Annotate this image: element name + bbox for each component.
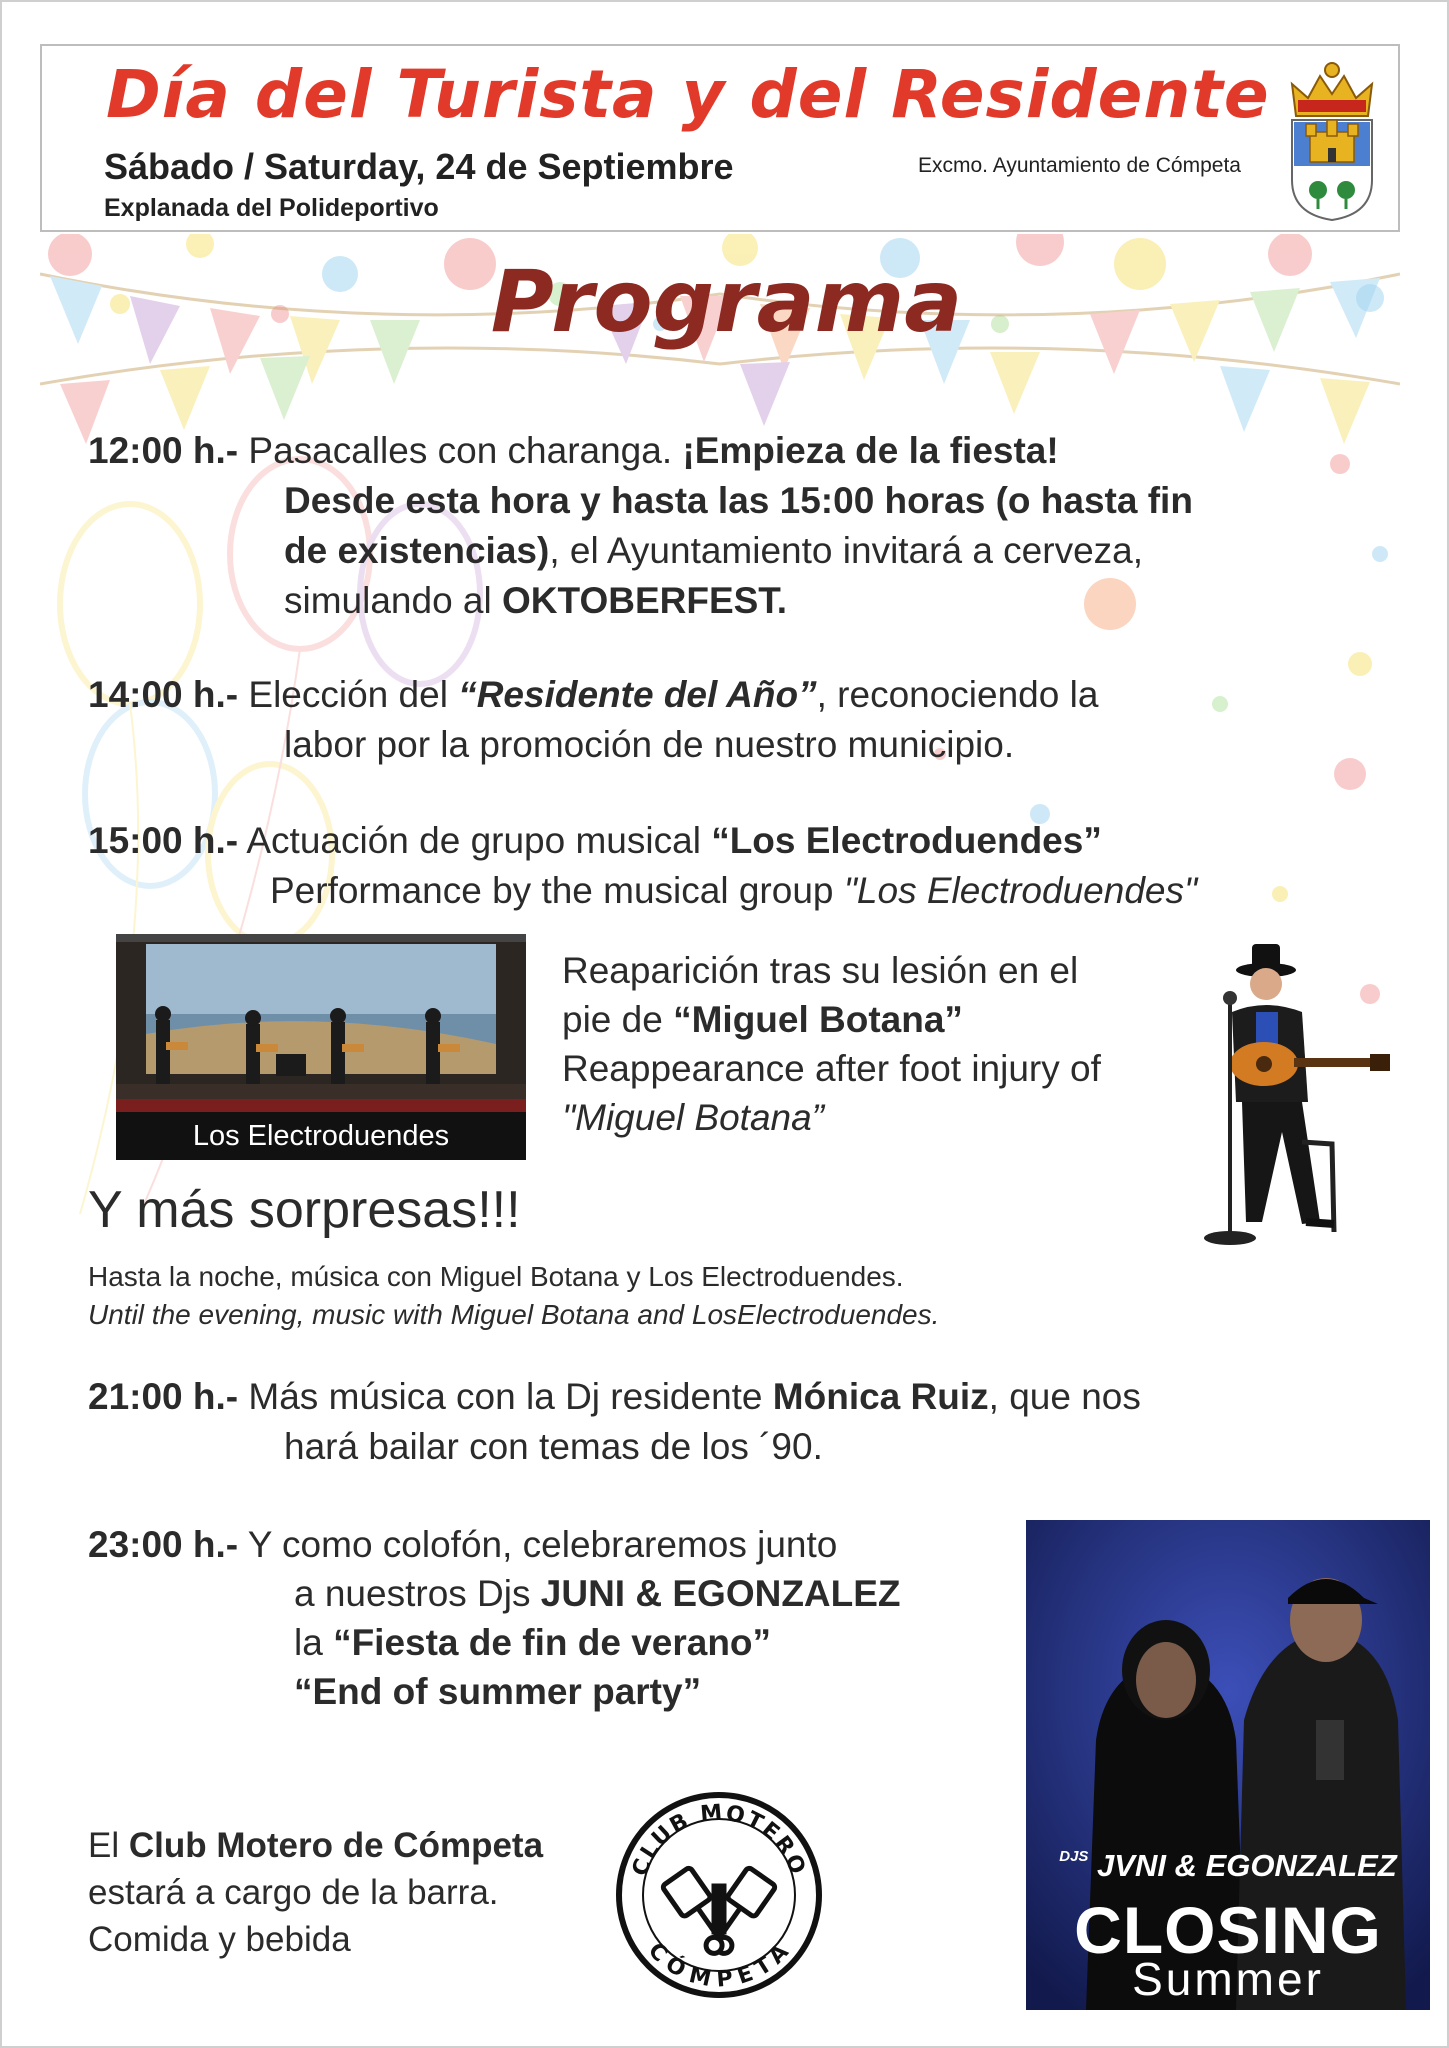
club-name: Club Motero de Cómpeta xyxy=(128,1826,544,1865)
dj-closing-summer-poster xyxy=(1026,1520,1430,2010)
event-text: Pasacalles con charanga. xyxy=(248,430,673,471)
event-text-bold: “Los Electroduendes” xyxy=(711,820,1102,861)
evening-english: Until the evening, music with Miguel Botana and LosElectroduendes. xyxy=(88,1299,940,1330)
event-text: simulando al xyxy=(284,580,503,621)
event-time: 14:00 h.- xyxy=(88,674,239,715)
summer-text: Summer xyxy=(1132,1953,1324,2005)
reappearance-text xyxy=(562,946,1101,1142)
event-text: labor por la promoción de nuestro municipio. xyxy=(284,724,1015,765)
event-text: Más música con la Dj residente xyxy=(248,1376,773,1417)
event-text-bold: ¡Empieza de la fiesta! xyxy=(682,430,1059,471)
event-time: 15:00 h.- xyxy=(88,820,239,861)
event-text: Elección del xyxy=(248,674,459,715)
event-date: Sábado / Saturday, 24 de Septiembre xyxy=(104,146,734,187)
event-text-bold: de existencias) xyxy=(284,530,550,571)
event-text: Actuación de grupo musical xyxy=(246,820,712,861)
programa-heading: Programa xyxy=(490,252,963,352)
event-15h xyxy=(88,816,1197,916)
evening-spanish: Hasta la noche, música con Miguel Botana y Los Electroduendes. xyxy=(88,1261,904,1292)
event-12h xyxy=(88,426,1193,626)
event-text-italic: "Miguel Botana” xyxy=(562,1097,824,1138)
club-text: El xyxy=(88,1826,129,1865)
event-text: pie de xyxy=(562,999,674,1040)
more-surprises-heading: Y más sorpresas!!! xyxy=(88,1181,521,1239)
event-text: , el Ayuntamiento invitará a cerveza, xyxy=(549,530,1144,571)
club-logo-bottom-text: CÓMPETA xyxy=(642,1938,796,1993)
closing-text: CLOSING xyxy=(1074,1893,1382,1967)
event-text-bold: Desde esta hora y hasta las 15:00 horas (o hasta fin xyxy=(284,480,1193,521)
dj-names xyxy=(1026,1848,1430,1884)
club-motero-logo xyxy=(614,1790,824,2000)
event-text: Reappearance after foot injury of xyxy=(562,1048,1101,1089)
event-text-italic: "Los Electroduendes" xyxy=(843,870,1198,911)
event-text-bold: “Fiesta de fin de verano” xyxy=(333,1622,772,1663)
club-logo-top-text: CLUB MOTERO xyxy=(627,1800,811,1880)
club-motero-text xyxy=(88,1822,543,1963)
event-venue: Explanada del Polideportivo xyxy=(104,194,439,222)
event-text: Y como colofón, celebraremos junto xyxy=(247,1524,838,1565)
coat-of-arms-icon xyxy=(1284,54,1380,224)
event-time: 21:00 h.- xyxy=(88,1376,239,1417)
event-text: Reaparición tras su lesión en el xyxy=(562,950,1079,991)
event-time: 12:00 h.- xyxy=(88,430,239,471)
band-photo-caption: Los Electroduendes xyxy=(116,1112,526,1160)
dj-prefix: DJS xyxy=(1059,1848,1089,1865)
event-23h xyxy=(88,1520,901,1716)
event-text-bold: OKTOBERFEST. xyxy=(502,580,788,621)
guitarist-photo xyxy=(1202,932,1402,1262)
event-21h xyxy=(88,1372,1141,1472)
event-text: Performance by the musical group xyxy=(270,870,844,911)
club-text: estará a cargo de la barra. xyxy=(88,1873,499,1912)
header-box xyxy=(40,44,1400,232)
event-text: la xyxy=(294,1622,334,1663)
dj-names-text: JVNI & EGONZALEZ xyxy=(1097,1848,1397,1883)
event-text: , reconociendo la xyxy=(816,674,1099,715)
ayuntamiento-label: Excmo. Ayuntamiento de Cómpeta xyxy=(918,154,1241,177)
event-text: , que nos xyxy=(988,1376,1141,1417)
event-text-bold: “Miguel Botana” xyxy=(673,999,963,1040)
event-text: a nuestros Djs xyxy=(294,1573,541,1614)
event-text-bold: “End of summer party” xyxy=(294,1671,702,1712)
club-text: Comida y bebida xyxy=(88,1920,351,1959)
event-text: hará bailar con temas de los ´90. xyxy=(284,1426,823,1467)
event-text-bold: “Residente del Año” xyxy=(458,674,817,715)
event-text-bold: Mónica Ruiz xyxy=(772,1376,989,1417)
event-14h xyxy=(88,670,1098,770)
event-time: 23:00 h.- xyxy=(88,1524,239,1565)
event-text-bold: JUNI & EGONZALEZ xyxy=(540,1573,901,1614)
event-title: Día del Turista y del Residente xyxy=(106,56,1270,133)
